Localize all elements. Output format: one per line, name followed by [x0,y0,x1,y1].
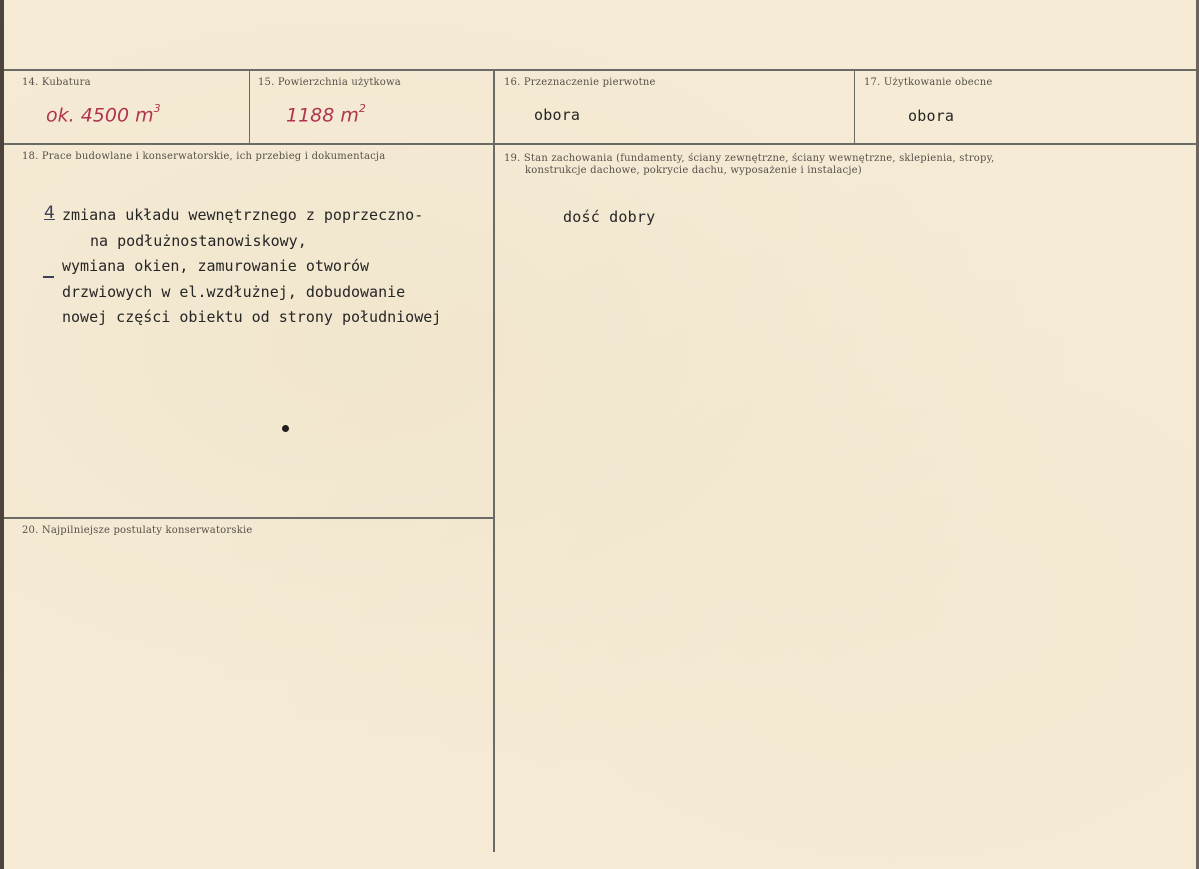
field-18-line-4: drzwiowych w el.wzdłużnej, dobudowanie [62,282,406,301]
divider-14-15 [249,70,250,144]
field-17-label: 17. Użytkowanie obecne [864,77,993,88]
field18-bottom-rule [4,517,494,519]
field-19-label [504,153,995,177]
field-15-label: 15. Powierzchnia użytkowa [258,77,401,88]
field-16-value: obora [534,106,581,124]
ink-dot [282,425,289,432]
field-20-label: 20. Najpilniejsze postulaty konserwatorskie [22,525,253,536]
field-18-mark: 4 [44,203,55,223]
divider-16-17 [854,70,855,144]
card-left-edge [0,0,4,869]
field-18-label: 18. Prace budowlane i konserwatorskie, ich przebieg i dokumentacja [22,151,386,162]
field-19-value: dość dobry [563,208,656,226]
field-14-value [46,104,161,126]
field-17-value: obora [908,107,955,125]
area-value: 1188 m [286,104,359,127]
field-14-label: 14. Kubatura [22,77,91,88]
field-18-dash-mark [43,276,54,278]
field-19-label-line-1: 19. Stan zachowania (fundamenty, ściany zewnętrzne, ściany wewnętrzne, sklepienia, stropy, [504,153,995,164]
field-18-line-3: wymiana okien, zamurowanie otworów [62,257,370,275]
field-15-value [286,104,366,126]
top-rule [4,69,1196,71]
field-18-text [62,203,441,331]
field-18-line-1: zmiana układu wewnętrznego z poprzeczno- [62,206,424,224]
volume-value: ok. 4500 m [46,104,154,127]
field-16-label: 16. Przeznaczenie pierwotne [504,77,656,88]
area-unit-exponent: 2 [358,102,366,115]
divider-main [493,70,495,852]
volume-unit-exponent: 3 [153,102,161,115]
row1-bottom-rule [4,143,1196,145]
field-18-line-5: nowej części obiektu od strony południowej [62,308,442,326]
field-18-line-2: na podłużnostanowiskowy, [90,231,307,250]
field-19-label-line-2: konstrukcje dachowe, pokrycie dachu, wyposażenie i instalacje) [525,165,862,176]
